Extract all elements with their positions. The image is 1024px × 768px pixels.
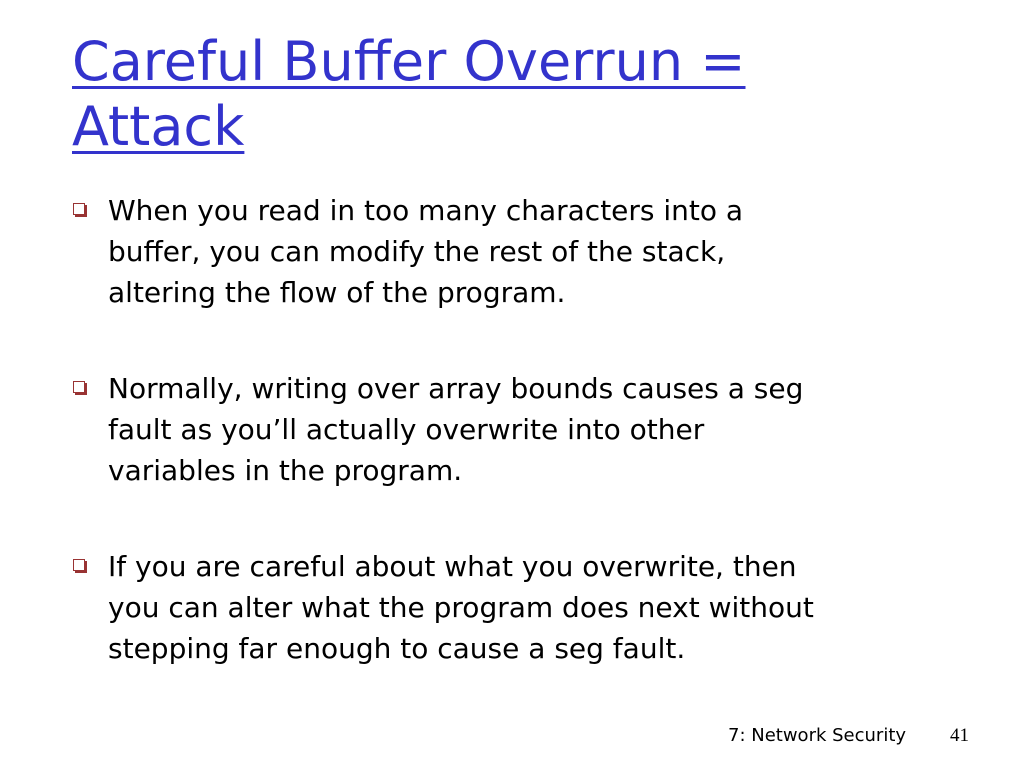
- bullet-line: buffer, you can modify the rest of the stack,: [108, 235, 726, 268]
- bullet-item: [72, 546, 814, 669]
- title-line-text: Attack: [72, 95, 245, 158]
- bullet-item: [72, 368, 814, 491]
- bullet-line: If you are careful about what you overwrite, then: [108, 550, 797, 583]
- title-line: [72, 29, 746, 94]
- title-line: [72, 94, 746, 159]
- bullet-line: When you read in too many characters into a: [108, 194, 744, 227]
- bullet-item: [72, 190, 814, 313]
- bullet-line: fault as you’ll actually overwrite into other: [108, 413, 705, 446]
- bullet-line: Normally, writing over array bounds causes a seg: [108, 372, 804, 405]
- bullet-line: altering the flow of the program.: [108, 276, 566, 309]
- hollow-square-bullet-icon: [73, 381, 85, 393]
- hollow-square-bullet-icon: [73, 203, 85, 215]
- bullet-line: variables in the program.: [108, 454, 463, 487]
- slide-title: [72, 29, 746, 159]
- footer-section-label: 7: Network Security: [728, 725, 907, 746]
- hollow-square-bullet-icon: [73, 559, 85, 571]
- bullet-line: you can alter what the program does next without: [108, 591, 814, 624]
- bullet-list: [72, 190, 814, 669]
- bullet-line: stepping far enough to cause a seg fault.: [108, 632, 686, 665]
- slide-page-number: 41: [950, 725, 969, 746]
- title-line-text: Careful Buffer Overrun =: [72, 30, 746, 93]
